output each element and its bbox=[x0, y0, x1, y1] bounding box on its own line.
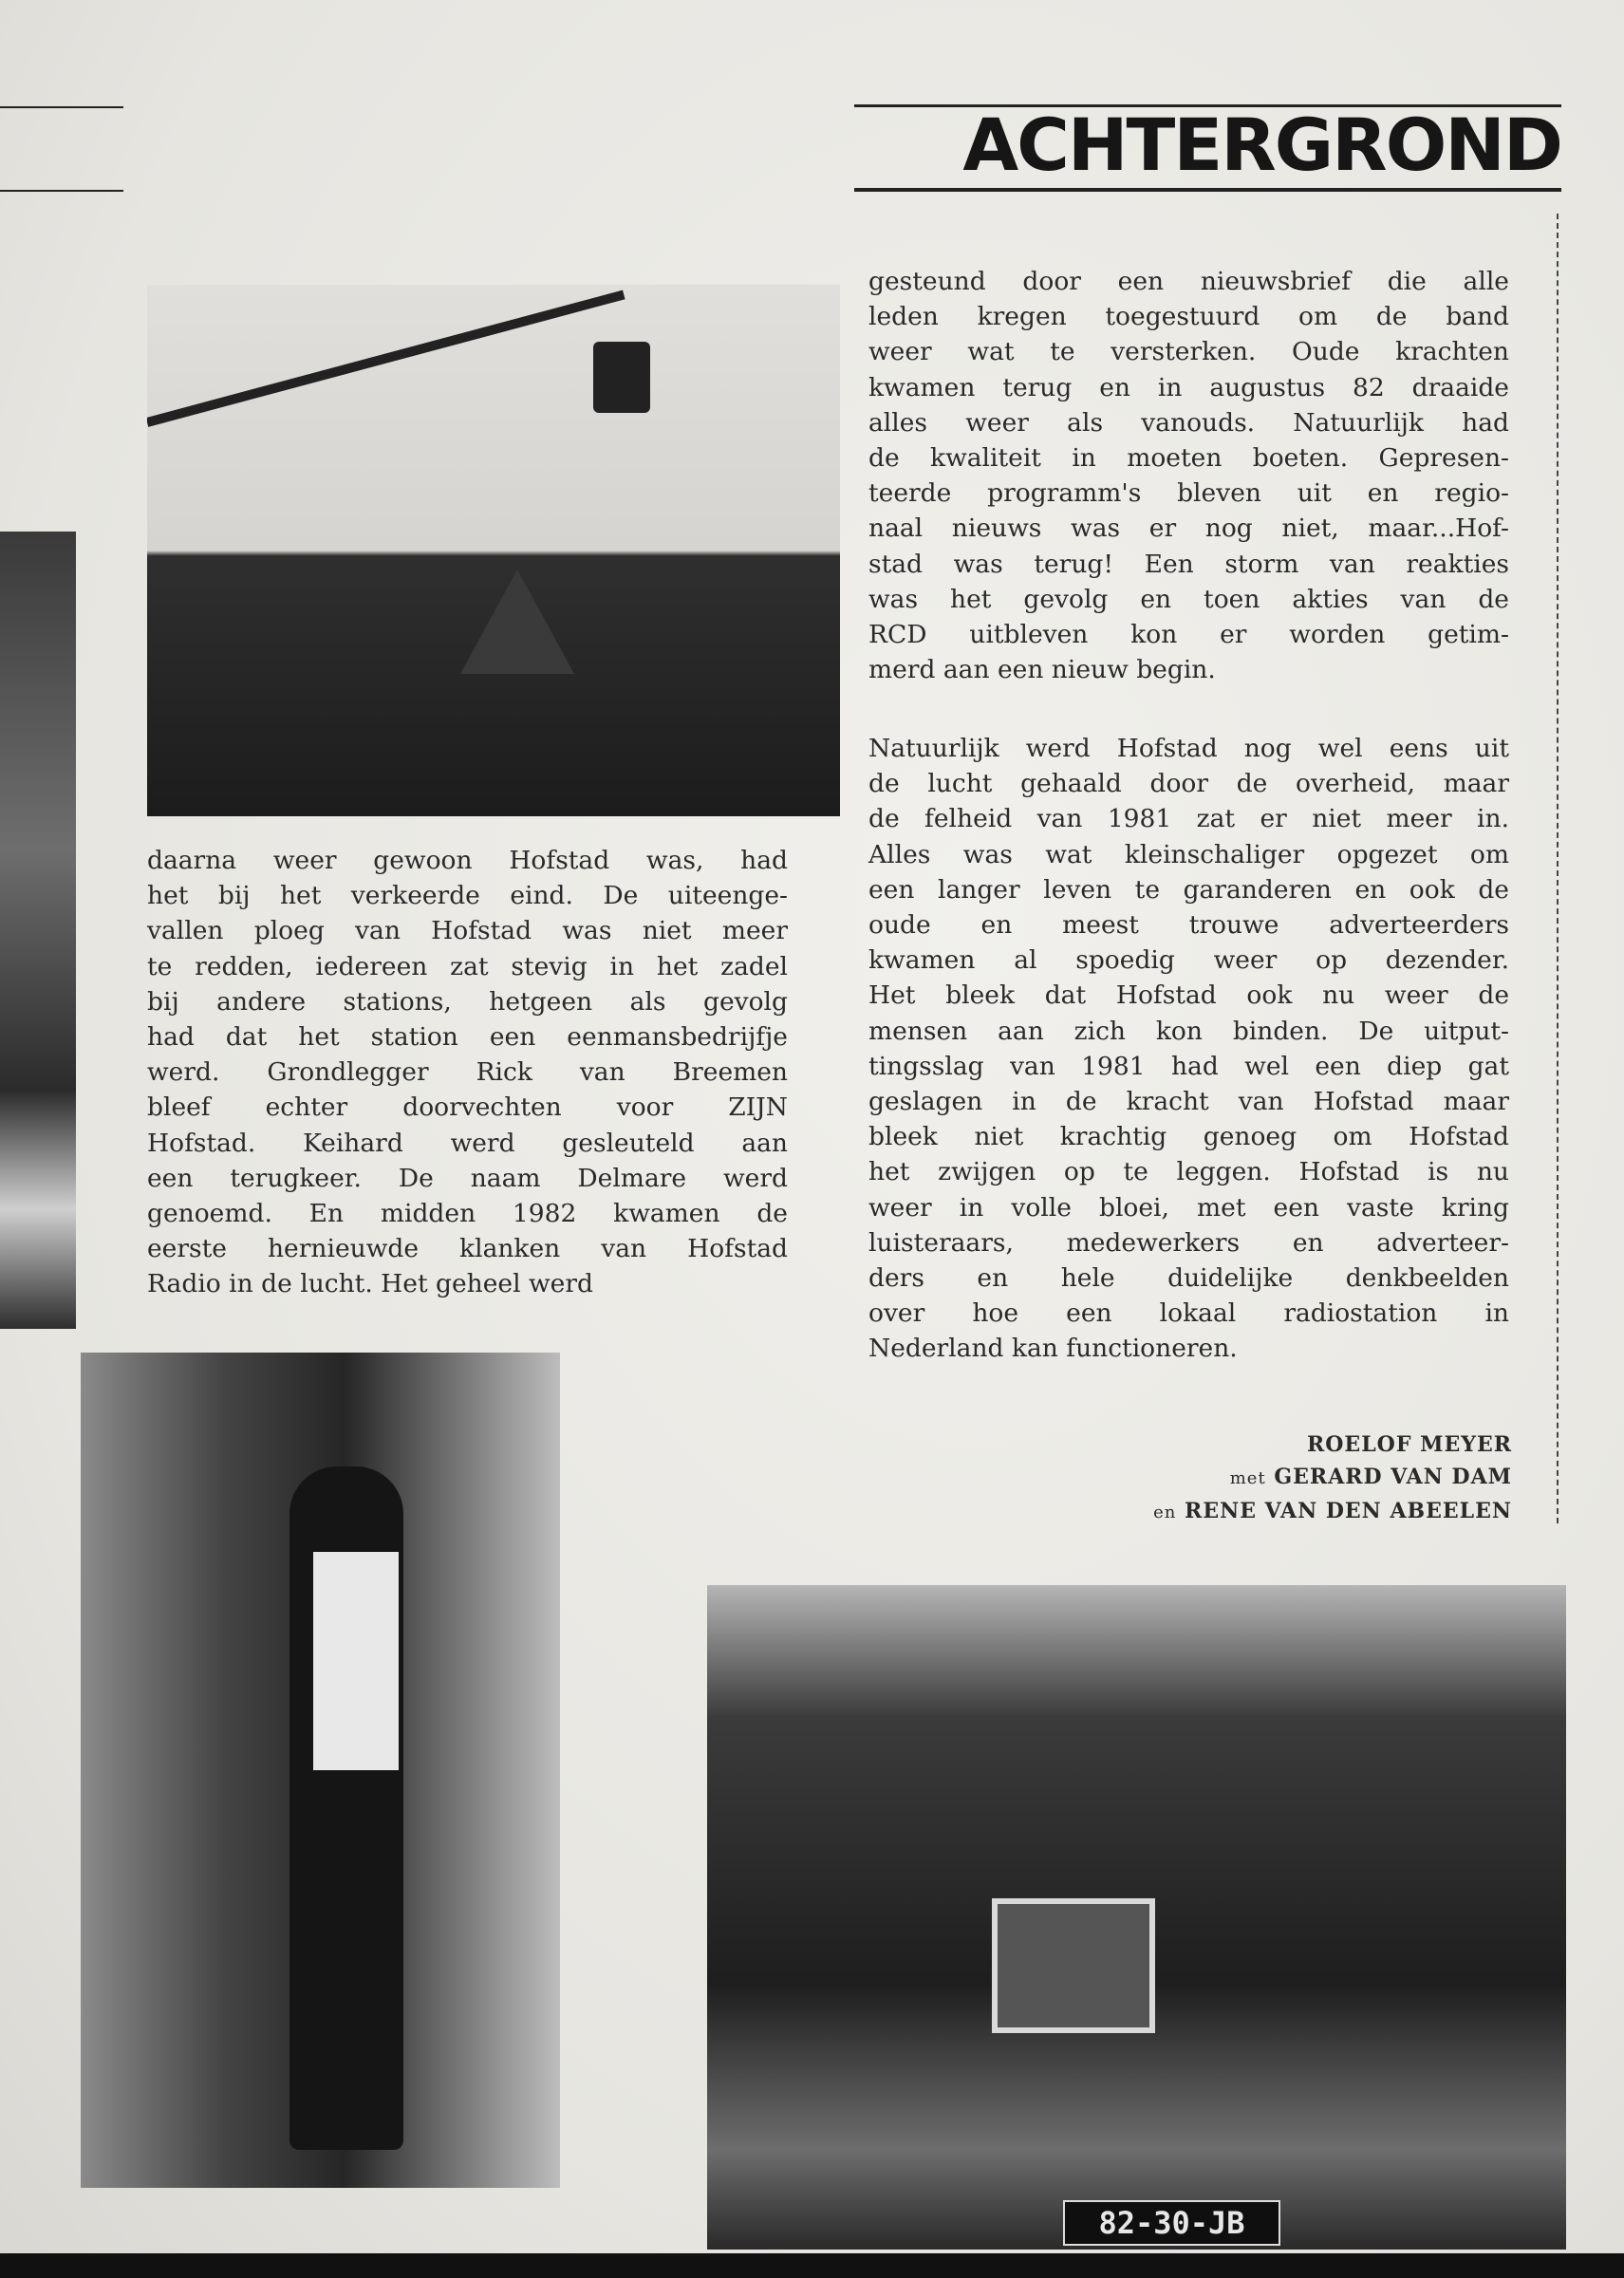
right-column-paragraph-2 bbox=[868, 731, 1509, 1367]
section-title: ACHTERGROND bbox=[962, 103, 1561, 187]
text-line: leden kregen toegestuurd om de band bbox=[868, 302, 1509, 332]
photo-crane-over-roof bbox=[147, 285, 840, 816]
text-line: het bij het verkeerde eind. De uiteenge- bbox=[147, 881, 788, 911]
equipment-crate bbox=[992, 1898, 1155, 2033]
text-line: oude en meest trouwe adverteerders bbox=[868, 910, 1509, 941]
text-line: RCD uitbleven kon er worden getim- bbox=[868, 620, 1509, 650]
text-line: eerste hernieuwde klanken van Hofstad bbox=[147, 1234, 788, 1264]
text-line: de lucht gehaald door de overheid, maar bbox=[868, 769, 1509, 799]
text-line: geslagen in de kracht van Hofstad maar bbox=[868, 1087, 1509, 1117]
byline-author: ROELOF MEYER bbox=[1306, 1432, 1512, 1457]
byline-coauthor-2-line bbox=[1153, 1495, 1512, 1529]
text-line: een terugkeer. De naam Delmare werd bbox=[147, 1163, 788, 1193]
byline bbox=[1153, 1428, 1512, 1529]
text-line: de felheid van 1981 zat er niet meer in. bbox=[868, 804, 1509, 834]
text-line: daarna weer gewoon Hofstad was, had bbox=[147, 846, 788, 875]
photo-men-outside bbox=[81, 1353, 560, 2188]
text-line: weer wat te versterken. Oude krachten bbox=[868, 337, 1509, 367]
header-bottom-rule bbox=[854, 188, 1561, 192]
byline-and: en bbox=[1153, 1503, 1177, 1522]
text-line: tingsslag van 1981 had wel een diep gat bbox=[868, 1051, 1509, 1081]
scan-bottom-edge bbox=[0, 2253, 1624, 2278]
text-line: kwamen terug en in augustus 82 draaide bbox=[868, 372, 1509, 402]
text-line: bleek niet krachtig genoeg om Hofstad bbox=[868, 1122, 1509, 1152]
right-column-paragraph-1 bbox=[868, 264, 1509, 687]
byline-coauthor-1-line bbox=[1153, 1461, 1512, 1495]
text-line: kwamen al spoedig weer op dezender. bbox=[868, 945, 1509, 976]
roof-gable bbox=[460, 570, 574, 674]
text-line: teerde programm's bleven uit en regio- bbox=[868, 478, 1509, 509]
text-line: weer in volle bloei, met een vaste kring bbox=[868, 1192, 1509, 1223]
license-plate: 82-30-JB bbox=[1063, 2200, 1280, 2246]
photo-loading-van bbox=[707, 1585, 1566, 2250]
text-line: merd aan een nieuw begin. bbox=[868, 655, 1216, 685]
text-line: stad was terug! Een storm van reakties bbox=[868, 549, 1509, 579]
left-top-rule bbox=[0, 106, 123, 108]
text-line: was het gevolg en toen akties van de bbox=[868, 584, 1509, 614]
left-column-text bbox=[147, 843, 788, 1302]
text-line: naal nieuws was er nog niet, maar...Hof- bbox=[868, 513, 1509, 544]
text-line: een langer leven te garanderen en ook de bbox=[868, 874, 1509, 905]
text-line: genoemd. En midden 1982 kwamen de bbox=[147, 1199, 788, 1229]
byline-coauthor-1: GERARD VAN DAM bbox=[1274, 1465, 1512, 1489]
text-line: Natuurlijk werd Hofstad nog wel eens uit bbox=[868, 734, 1509, 763]
text-line: werd. Grondlegger Rick van Breemen bbox=[147, 1057, 788, 1088]
text-line: Alles was wat kleinschaliger opgezet om bbox=[868, 839, 1509, 869]
text-line: Het bleek dat Hofstad ook nu weer de bbox=[868, 980, 1509, 1011]
text-line: de kwaliteit in moeten boeten. Gepresen- bbox=[868, 443, 1509, 474]
text-line: alles weer als vanouds. Natuurlijk had bbox=[868, 407, 1509, 438]
white-shirt bbox=[313, 1552, 399, 1770]
text-line: Hofstad. Keihard werd gesleuteld aan bbox=[147, 1128, 788, 1158]
text-line: Radio in de lucht. Het geheel werd bbox=[147, 1269, 593, 1299]
text-line: luisteraars, medewerkers en adverteer- bbox=[868, 1227, 1509, 1258]
column-dashed-border bbox=[1557, 214, 1559, 1523]
left-second-rule bbox=[0, 190, 123, 192]
text-line: te redden, iedereen zat stevig in het zadel bbox=[147, 951, 788, 981]
crane-bucket bbox=[593, 342, 650, 413]
byline-with: met bbox=[1229, 1468, 1266, 1488]
text-line: had dat het station een eenmansbedrijfje bbox=[147, 1022, 788, 1053]
text-line: bij andere stations, hetgeen als gevolg bbox=[147, 986, 788, 1017]
byline-coauthor-2: RENE VAN DEN ABEELEN bbox=[1185, 1499, 1512, 1523]
text-line: mensen aan zich kon binden. De uitput- bbox=[868, 1016, 1509, 1046]
text-line: ders en hele duidelijke denkbeelden bbox=[868, 1263, 1509, 1294]
crane-boom bbox=[147, 290, 625, 427]
text-line: over hoe een lokaal radiostation in bbox=[868, 1298, 1509, 1329]
adjacent-page-edge bbox=[0, 532, 76, 1329]
text-line: het zwijgen op te leggen. Hofstad is nu bbox=[868, 1157, 1509, 1187]
text-line: vallen ploeg van Hofstad was niet meer bbox=[147, 916, 788, 946]
text-line: Nederland kan functioneren. bbox=[868, 1334, 1238, 1364]
text-line: bleef echter doorvechten voor ZIJN bbox=[147, 1092, 788, 1123]
text-line: gesteund door een nieuwsbrief die alle bbox=[868, 267, 1509, 296]
